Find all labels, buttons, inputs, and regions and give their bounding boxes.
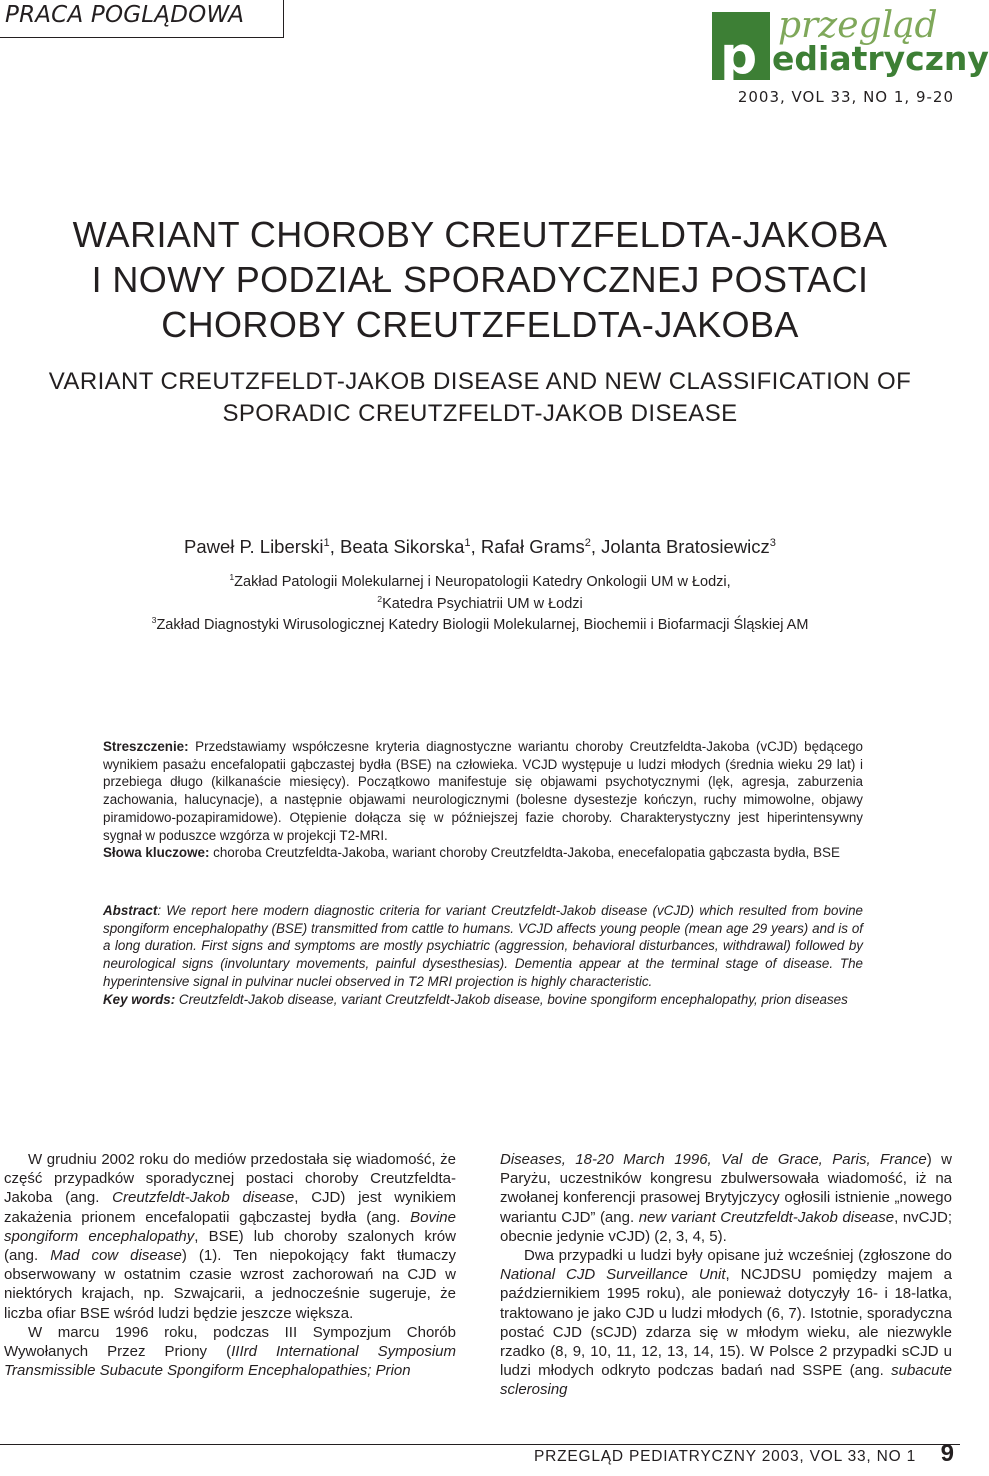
abstract-english-label: Abstract (103, 903, 158, 918)
affiliation (0, 617, 960, 633)
body-column-right (500, 1150, 952, 1400)
text-run: , NCJDSU pomiędzy majem a październikiem 1995 roku), ale ponieważ dotyczyły 16- i 18-latka, traktowano je jako CJD u ludzi młodych (6, 7). Istotnie, sporadyczna postać CJD (sCJD) zdarza się w młodym wieku, ale niezwykle rzadko (8, 9, 10, 11, 12, 13, 14, 15). W Polsce 2 przypadki sCJD u ludzi młodych odkryto podczas badań nad SSPE (ang. (500, 1266, 952, 1380)
citation: 2003, VOL 33, NO 1, 9-20 (737, 88, 954, 106)
footer-rule (0, 1444, 960, 1445)
author-name: Jolanta Bratosiewicz (601, 536, 770, 557)
affiliation-text: Zakład Diagnostyki Wirusologicznej Katedry Biologii Molekularnej, Biochemii i Biofarmacji Śląskiej AM (156, 617, 809, 633)
logo-mark (712, 12, 770, 86)
text-run: Dwa przypadki u ludzi były opisane już wcześniej (zgłoszone do (524, 1247, 952, 1265)
author-affiliation-marker: 1 (464, 536, 471, 549)
keywords-english-text: Creutzfeldt-Jakob disease, variant Creutzfeldt-Jakob disease, bovine spongiform encephalopathy, prion diseases (175, 991, 848, 1007)
affiliation-text: Zakład Patologii Molekularnej i Neuropatologii Katedry Onkologii UM w Łodzi, (234, 574, 731, 590)
body-column-left (4, 1150, 456, 1380)
abstract-polish-text: Przedstawiamy współczesne kryteria diagnostyczne wariantu choroby Creutzfeldta-Jakoba (vCJD) będącego wynikiem pasażu encefalopatii gąbczastej bydła (BSE) na człowieka. VCJD występuje u ludzi młodych (średnia wieku 29 lat) i przebiega długo (kilkanaście miesięcy). Początkowo manifestuje się objawami psychotycznymi (lęk, agresja, zaburzenia zachowania, halucynacje), a następnie objawami neurologicznymi (bolesne dysestezje kończyn, ruchy mimowolne, objawy piramidowo-pozapiramidowe). Otępienie dołącza się w późniejszej fazie choroby. Charakterystyczny jest hiperintensywny sygnał w poduszce wzgórza w projekcji T2-MRI. (103, 739, 863, 843)
title-polish (0, 212, 960, 347)
logo-word-bottom: ediatryczny (772, 39, 989, 78)
author-name: Rafał Grams (480, 536, 585, 557)
title-polish-line: WARIANT CHOROBY CREUTZFELDTA-JAKOBA (72, 214, 888, 255)
affiliation (0, 574, 960, 590)
footer-journal: PRZEGLĄD PEDIATRYCZNY 2003, VOL 33, NO 1 (533, 1448, 916, 1465)
affiliation (0, 596, 960, 612)
text-run: ) w Paryżu, uczestników kongresu zbulwersowała wiadomość, iż na zwołanej konferencji prasowej Brytyjczycy ogłosili istnienie „nowego wariantu CJD” (ang. (500, 1151, 953, 1226)
author-separator: , (590, 536, 602, 557)
author-separator: , (329, 536, 340, 557)
title-polish-line: CHOROBY CREUTZFELDTA-JAKOBA (161, 304, 799, 345)
abstract-polish-label: Streszczenie: (103, 739, 189, 754)
text-run: W marcu 1996 roku, podczas III Sympozjum Chorób Wywołanych Przez Priony ( (4, 1323, 456, 1361)
italic-text-run: Mad cow disease (50, 1247, 182, 1265)
text-run: , BSE) lub choroby szalonych krów (ang. (4, 1227, 456, 1265)
author-list (0, 536, 960, 558)
logo-letter: p (720, 26, 758, 86)
italic-text-run: Bovine spongiform encephalopathy (4, 1208, 456, 1245)
italic-text-run: Creutzfeldt-Jakob disease (112, 1189, 295, 1207)
title-english (0, 366, 960, 430)
section-label: PRACA POGLĄDOWA (5, 2, 245, 28)
journal-logo (712, 5, 989, 86)
title-english-line: SPORADIC CREUTZFELDT-JAKOB DISEASE (222, 400, 738, 427)
title-polish-line: I NOWY PODZIAŁ SPORADYCZNEJ POSTACI (91, 259, 869, 300)
page-number: 9 (940, 1440, 954, 1467)
abstract-english-text: : We report here modern diagnostic criteria for variant Creutzfeldt-Jakob disease (vCJD) which resulted from bovine spongiform encephalopathy (BSE) transmitted from cattle to humans. VCJD affects young people (mean age 29 years) and is of a long duration. First signs and symptoms are mostly psychiatric (aggression, behavioral disturbances, withdrawal) followed by neurological signs (involuntary movements, painful dysesthesias). Dementia appear at the terminal stage of disease. The hyperintensive signal in pulvinar nuclei observed in T2 MRI projection is highly characteristic. (103, 903, 863, 989)
body-paragraph (500, 1150, 952, 1246)
body-paragraph (500, 1246, 952, 1400)
abstract-english (103, 902, 863, 1008)
body-paragraph (4, 1323, 456, 1381)
text-run: , nvCJD; obecnie jedynie vCJD) (2, 3, 4, 5). (500, 1208, 952, 1245)
italic-text-run: Diseases, 18-20 March 1996, Val de Grace, Paris, France (500, 1151, 927, 1168)
title-english-line: VARIANT CREUTZFELDT-JAKOB DISEASE AND NEW CLASSIFICATION OF (48, 368, 912, 395)
text-run: , CJD) jest wynikiem zakażenia prionem encefalopatii gąbczastej bydła (ang. (4, 1189, 456, 1226)
logo-word-top: przegląd (778, 5, 938, 46)
text-run: W grudniu 2002 roku do mediów przedostała się wiadomość, że część przypadków sporadycznej postaci choroby Creutzfeldta-Jakoba (ang. (4, 1151, 456, 1207)
italic-text-run: subacute sclerosing (500, 1362, 952, 1399)
keywords-polish-label: Słowa kluczowe: (103, 845, 210, 861)
affiliation-marker: 3 (151, 615, 157, 626)
body-paragraph (4, 1150, 456, 1323)
author-separator: , (470, 536, 481, 557)
author-affiliation-marker: 3 (769, 536, 776, 549)
author-affiliation-marker: 2 (584, 536, 591, 549)
italic-text-run: National CJD Surveillance Unit (500, 1266, 726, 1284)
author-name: Beata Sikorska (339, 536, 465, 557)
text-run: ) (1). Ten niepokojący fakt tłumaczy obserwowany w ostatnim czasie wzrost zachorowań na CJD w niektórych krajach, np. Szwajcarii, a jednocześnie sugeruje, że liczba ofiar BSE wśród ludzi będzie jeszcze większa. (4, 1247, 456, 1322)
affiliation-text: Katedra Psychiatrii UM w Łodzi (382, 596, 583, 612)
affiliation-marker: 1 (229, 572, 235, 583)
keywords-english-label: Key words: (103, 991, 176, 1007)
italic-text-run: IIIrd International Symposium Transmissible Subacute Spongiform Encephalopathies; Prion (4, 1343, 456, 1380)
author-affiliation-marker: 1 (323, 536, 330, 549)
italic-text-run: new variant Creutzfeldt-Jakob disease (638, 1208, 895, 1226)
abstract-polish (103, 738, 863, 862)
author-name: Paweł P. Liberski (184, 536, 324, 557)
affiliation-marker: 2 (377, 594, 383, 605)
keywords-polish-text: choroba Creutzfeldta-Jakoba, wariant choroby Creutzfeldta-Jakoba, enecefalopatia gąbczasta bydła, BSE (213, 845, 840, 861)
